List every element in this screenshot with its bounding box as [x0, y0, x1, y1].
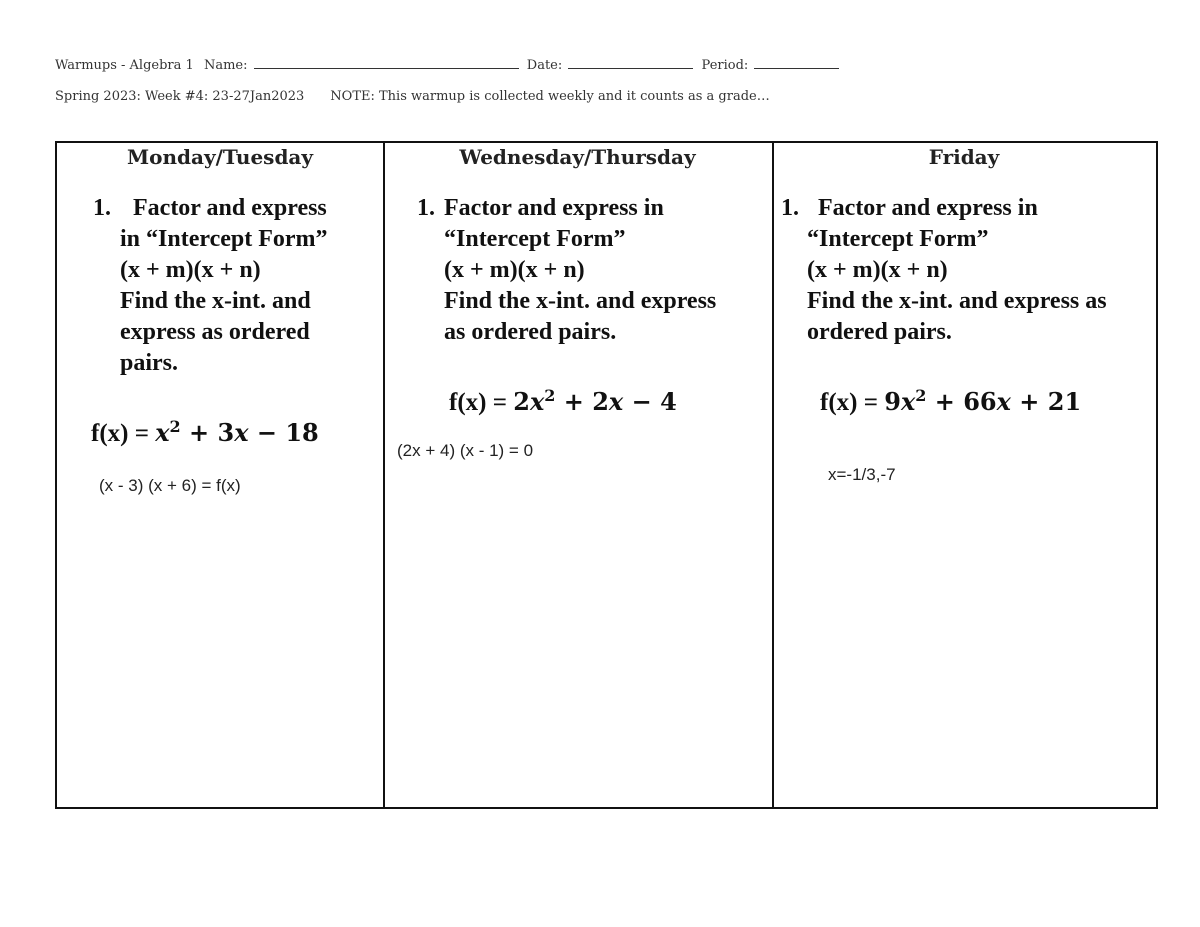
- warmup-table: [55, 141, 1158, 809]
- column-monday-tuesday: [57, 143, 385, 807]
- period-field[interactable]: [754, 56, 839, 69]
- column-heading: Friday: [928, 145, 1000, 169]
- date-field[interactable]: [568, 56, 693, 69]
- handwritten-answer: (2x + 4) (x - 1) = 0: [397, 441, 534, 460]
- problem-line: Factor and express in: [818, 195, 1038, 221]
- function-expression: $f(x) = 9x^2 + 66x + 21$: [820, 386, 1082, 416]
- problem-line: as ordered pairs.: [444, 319, 617, 345]
- date-label: Date:: [526, 58, 563, 73]
- problem-line: express as ordered: [120, 319, 310, 345]
- problem-line: (x + m)(x + n): [444, 257, 585, 283]
- header-line-2: [55, 89, 770, 104]
- period-label: Period:: [701, 58, 749, 73]
- problem-number: 1.: [781, 195, 799, 221]
- problem-line: Factor and express: [133, 195, 327, 221]
- header-line-1: [55, 56, 843, 73]
- problem-1: [93, 193, 328, 379]
- problem-line: Find the x-int. and: [120, 288, 311, 314]
- column-wednesday-thursday: [383, 143, 774, 807]
- problem-line: Find the x-int. and express: [444, 288, 717, 314]
- week-label: Spring 2023: Week #4: 23-27Jan2023: [55, 89, 305, 104]
- problem-line: in “Intercept Form”: [120, 226, 328, 252]
- problem-line: “Intercept Form”: [807, 226, 989, 252]
- handwritten-answer: (x - 3) (x + 6) = f(x): [99, 476, 241, 495]
- problem-line: (x + m)(x + n): [120, 257, 261, 283]
- function-expression: $f(x) = x^2 + 3x - 18$: [91, 417, 319, 447]
- problem-1: [781, 193, 1107, 348]
- problem-line: Factor and express in: [444, 195, 664, 221]
- name-label: Name:: [203, 58, 248, 73]
- problem-line: (x + m)(x + n): [807, 257, 948, 283]
- problem-1: [417, 193, 716, 348]
- problem-line: ordered pairs.: [807, 319, 952, 345]
- column-heading: Wednesday/Thursday: [459, 145, 696, 169]
- problem-number: 1.: [417, 195, 435, 221]
- problem-line: pairs.: [120, 350, 179, 376]
- column-friday: [772, 143, 1156, 807]
- course-label: Warmups - Algebra 1: [55, 58, 194, 73]
- name-field[interactable]: [254, 56, 519, 69]
- column-heading: Monday/Tuesday: [126, 145, 314, 169]
- handwritten-answer: x=-1/3,-7: [828, 465, 896, 484]
- problem-number: 1.: [93, 195, 111, 221]
- problem-line: “Intercept Form”: [444, 226, 626, 252]
- function-expression: $f(x) = 2x^2 + 2x - 4$: [449, 386, 677, 416]
- problem-line: Find the x-int. and express as: [807, 288, 1107, 314]
- note-text: NOTE: This warmup is collected weekly and it counts as a grade…: [330, 89, 770, 104]
